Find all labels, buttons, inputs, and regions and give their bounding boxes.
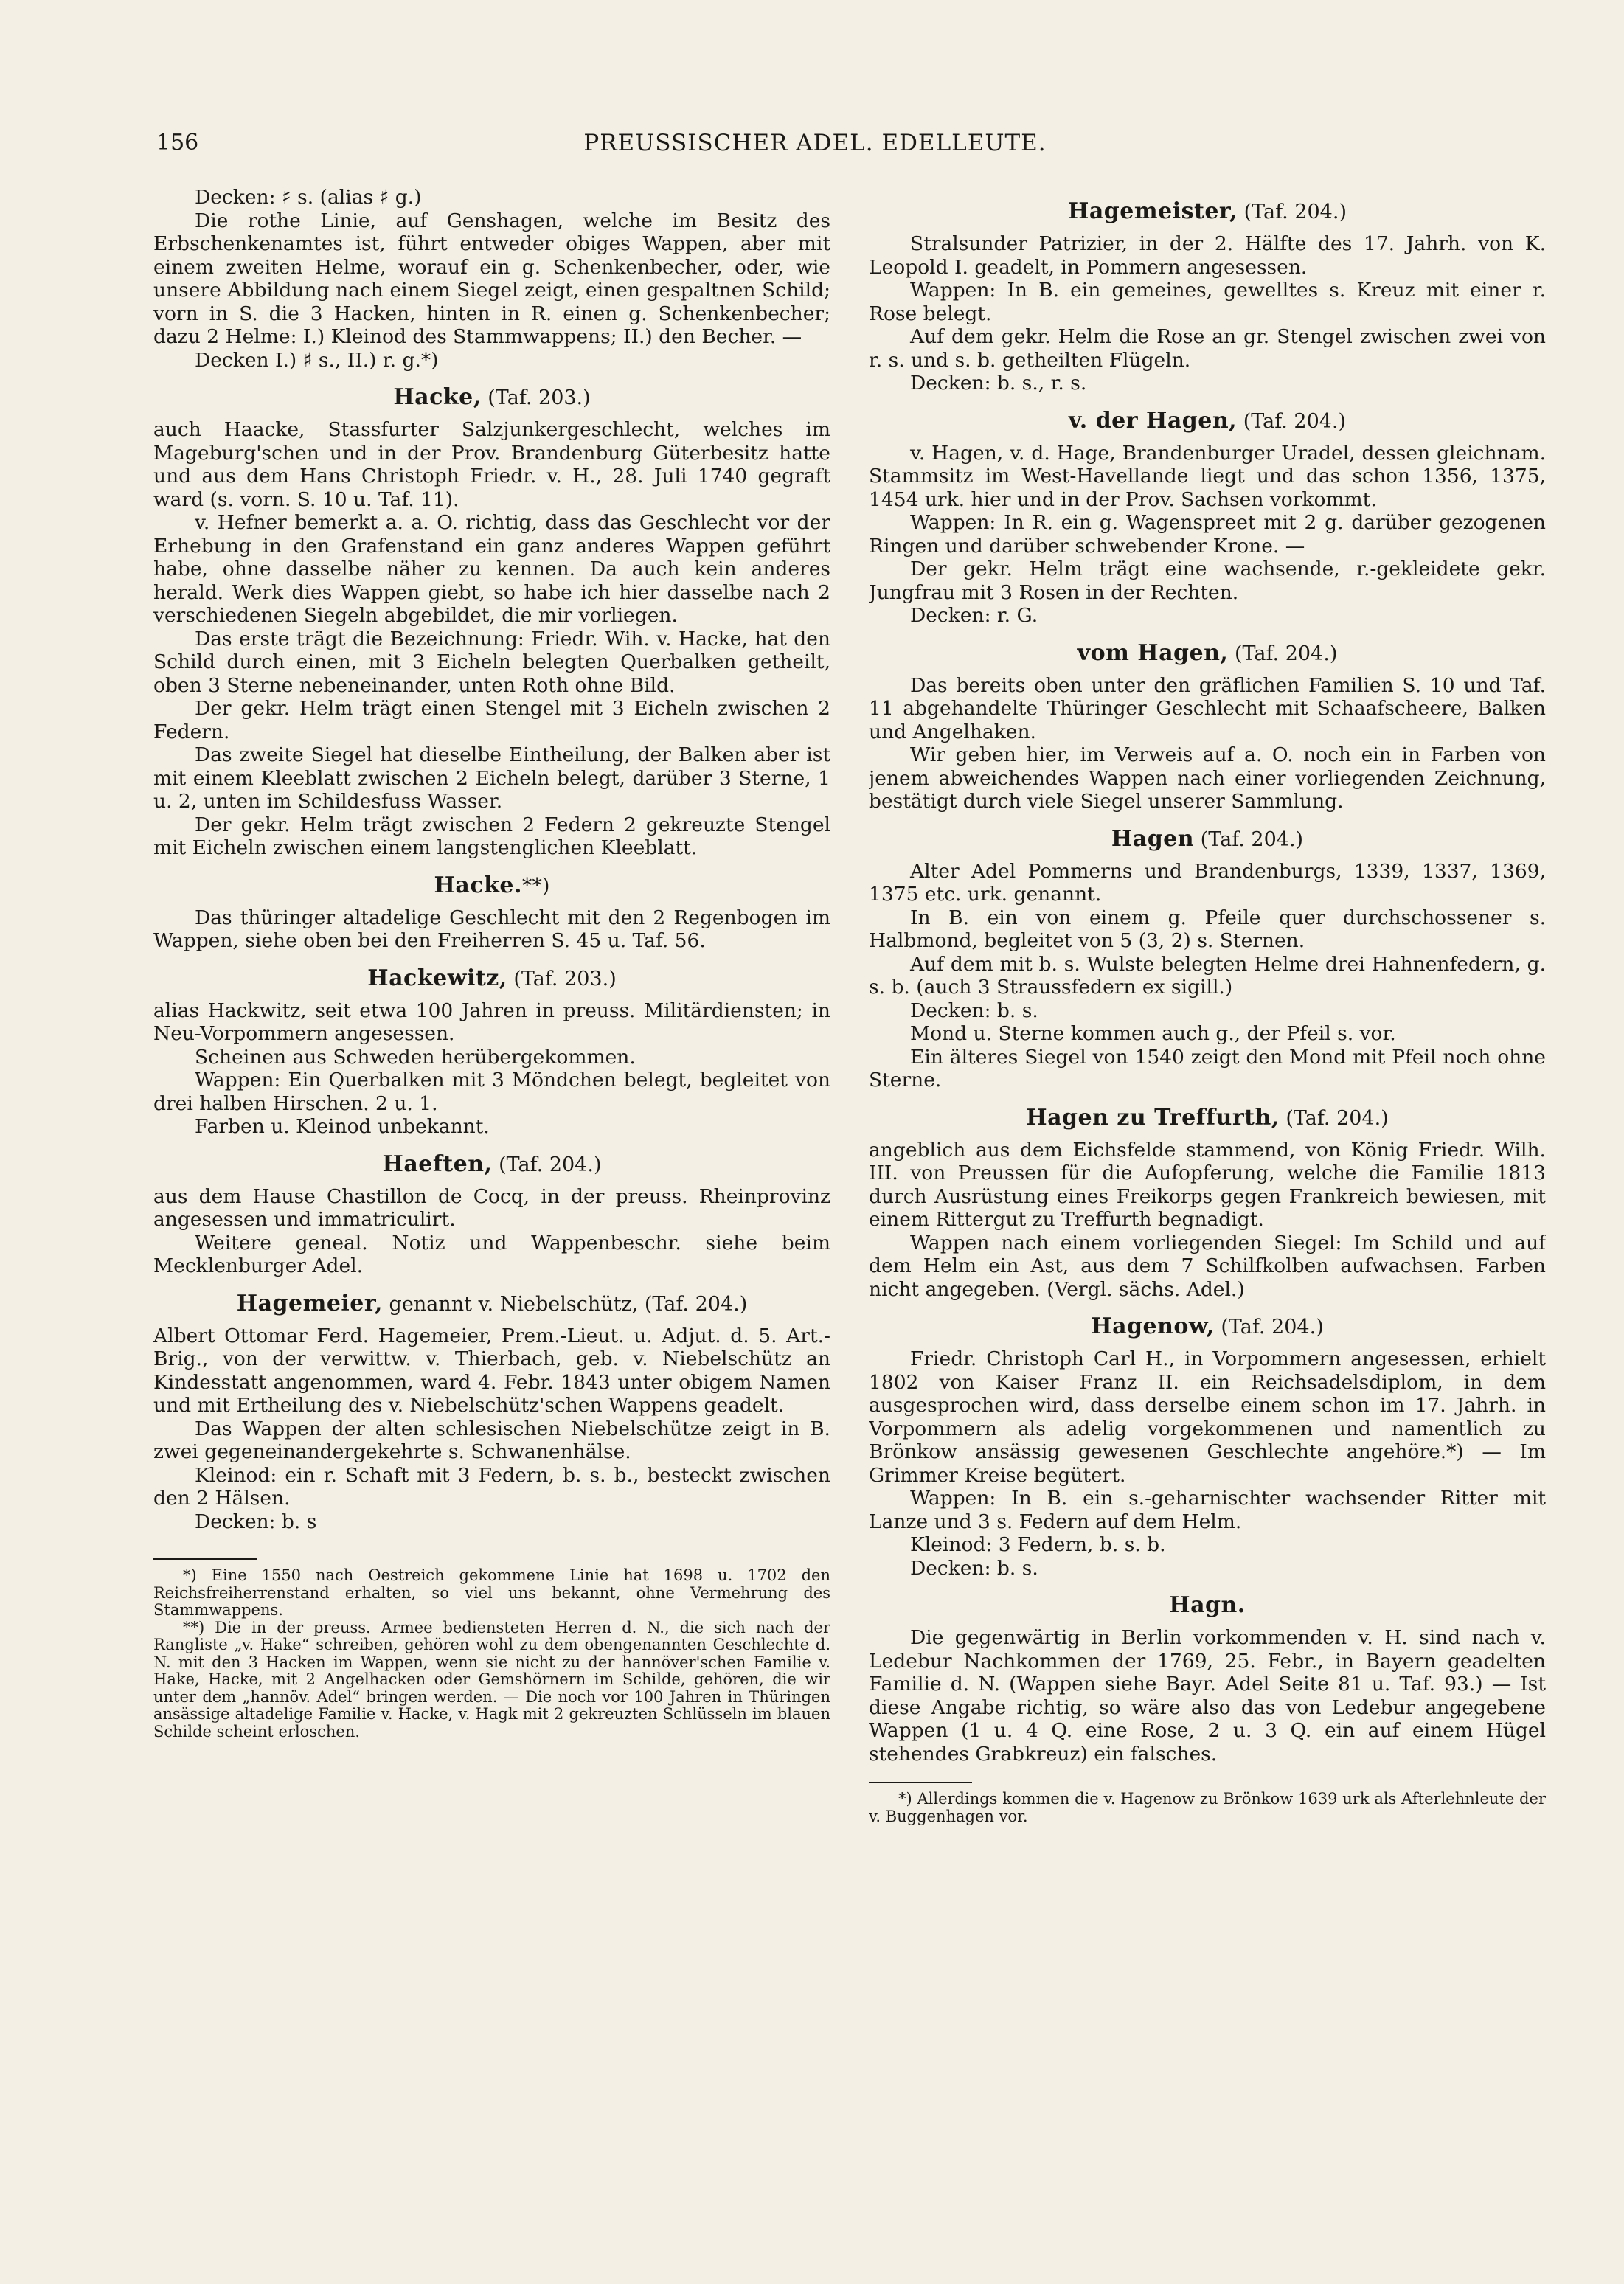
entry-heading [153,385,830,411]
entry-reference: (Taf. 203.) [507,967,617,990]
entry-name: Haeften, [382,1150,493,1177]
entry-name: Hagemeier, [236,1290,383,1316]
paragraph: In B. ein von einem g. Pfeile quer durchschossener s. Halbmond, begleitet von 5 (3, 2) s. Sternen. [869,906,1546,952]
paragraph: Wappen: In B. ein s.-geharnischter wachsender Ritter mit Lanze und 3 s. Federn auf dem Helm. [869,1487,1546,1533]
entry-heading [153,1291,830,1317]
paragraph: alias Hackwitz, seit etwa 100 Jahren in preuss. Militärdiensten; in Neu-Vorpommern angesessen. [153,999,830,1045]
paragraph: Das thüringer altadelige Geschlecht mit den 2 Regenbogen im Wappen, siehe oben bei den Freiherren S. 45 u. Taf. 56. [153,906,830,952]
left-column [153,186,830,2251]
paragraph: Der gekr. Helm trägt zwischen 2 Federn 2 gekreuzte Stengel mit Eicheln zwischen einem langstenglichen Kleeblatt. [153,813,830,859]
paragraph: Stralsunder Patrizier, in der 2. Hälfte des 17. Jahrh. von K. Leopold I. geadelt, in Pommern angesessen. [869,232,1546,279]
entry-name: v. der Hagen, [1068,407,1238,434]
entry-heading [869,1314,1546,1340]
entry-reference: (Taf. 204.) [1237,409,1347,433]
entry-reference: (Taf. 204.) [1238,201,1347,223]
footnote: **) Die in der preuss. Armee bediensteten Herren d. N., die sich nach der Rangliste „v. Hake“ schreiben, gehören wohl zu dem obengenannten Geschlechte d. N. mit den 3 Hacken im Wappen, wenn sie nicht zu der hannöver'schen Familie v. Hake, Hacke, mit 2 Angelhacken oder Gemshörnern im Schilde, gehören, die wir unter dem „hannöv. Adel“ bringen werden. — Die noch vor 100 Jahren in Thüringen ansässige altadelige Familie v. Hacke, v. Hagk mit 2 gekreuzten Schlüsseln im blauen Schilde scheint erloschen. [153,1618,830,1740]
entry-heading [869,827,1546,853]
paragraph: Das erste trägt die Bezeichnung: Friedr. Wih. v. Hacke, hat den Schild durch einen, mit 3 Eicheln belegten Querbalken getheilt, oben 3 Sterne nebeneinander, unten Roth ohne Bild. [153,627,830,697]
right-column [869,186,1546,2251]
paragraph: Auf dem gekr. Helm die Rose an gr. Stengel zwischen zwei von r. s. und s. b. getheilten Flügeln. [869,325,1546,372]
entry-name: Hagenow, [1091,1313,1215,1339]
left-footnotes [153,1567,830,1740]
paragraph: auch Haacke, Stassfurter Salzjunkergeschlecht, welches im Mageburg'schen und in der Prov. Brandenburg Güterbesitz hatte und aus dem Hans Christoph Friedr. v. H., 28. Juli 1740 gegraft ward (s. vorn. S. 10 u. Taf. 11). [153,418,830,511]
paragraph: Der gekr. Helm trägt einen Stengel mit 3 Eicheln zwischen 2 Federn. [153,697,830,743]
entry-name: Hacke. [434,872,522,898]
entry-heading [869,199,1546,225]
paragraph: Decken: ♯ s. (alias ♯ g.) [195,186,422,209]
paragraph: Mond u. Sterne kommen auch g., der Pfeil s. vor. [910,1022,1396,1045]
running-title: PREUSSISCHER ADEL. EDELLEUTE. [583,130,1047,156]
paragraph: Der gekr. Helm trägt eine wachsende, r.-gekleidete gekr. Jungfrau mit 3 Rosen in der Rechten. [869,558,1546,604]
entry-reference: (Taf. 204.) [1214,1316,1324,1339]
paragraph: Decken: b. s. [910,999,1038,1022]
paragraph: Auf dem mit b. s. Wulste belegten Helme drei Hahnenfedern, g. s. b. (auch 3 Straussfedern ex sigill.) [869,952,1546,999]
footnote: *) Allerdings kommen die v. Hagenow zu Brönkow 1639 urk als Afterlehnleute der v. Buggenhagen vor. [869,1790,1546,1825]
paragraph: Decken: b. s [195,1510,317,1533]
paragraph: Farben u. Kleinod unbekannt. [195,1115,490,1138]
paragraph: Wappen nach einem vorliegenden Siegel: Im Schild und auf dem Helm ein Ast, aus dem 7 Schilfkolben aufwachsen. Farben nicht angegeben. (Vergl. sächs. Adel.) [869,1231,1546,1301]
entry-heading [153,873,830,899]
paragraph: Kleinod: ein r. Schaft mit 3 Federn, b. s. b., besteckt zwischen den 2 Hälsen. [153,1463,830,1510]
paragraph: Albert Ottomar Ferd. Hagemeier, Prem.-Lieut. u. Adjut. d. 5. Art.-Brig., von der verwittw. v. Thierbach, geb. v. Niebelschütz an Kindesstatt angenommen, ward 4. Febr. 1843 unter obigem Namen und mit Ertheilung des v. Niebelschütz'schen Wappens geadelt. [153,1324,830,1417]
paragraph: Weitere geneal. Notiz und Wappenbeschr. siehe beim Mecklenburger Adel. [153,1231,830,1277]
entry-reference: (Taf. 204.) [1279,1106,1389,1130]
entry-heading [869,409,1546,434]
paragraph: angeblich aus dem Eichsfelde stammend, von König Friedr. Wilh. III. von Preussen für die Aufopferung, welche die Familie 1813 durch Ausrüstung eines Freikorps gegen Frankreich bewiesen, mit einem Rittergut zu Treffurth begnadigt. [869,1138,1546,1231]
entry-reference: genannt v. Niebelschütz, (Taf. 204.) [382,1292,748,1316]
footnote-rule [869,1782,972,1783]
entry-name: Hagen [1111,825,1195,852]
paragraph: Kleinod: 3 Federn, b. s. b. [910,1533,1166,1556]
paragraph: Friedr. Christoph Carl H., in Vorpommern angesessen, erhielt 1802 von Kaiser Franz II. ein Reichsadelsdiplom, in dem ausgesprochen wird, dass derselbe einem schon im 17. Jahrh. in Vorpommern als adelig vorgekommenen und namentlich zu Brönkow ansässig gewesenen Geschlechte angehöre.*) — Im Grimmer Kreise begütert. [869,1347,1546,1487]
paragraph: Decken: r. G. [910,604,1038,627]
footnote-rule [153,1558,257,1560]
paragraph: Wappen: Ein Querbalken mit 3 Möndchen belegt, begleitet von drei halben Hirschen. 2 u. 1. [153,1069,830,1115]
paragraph: v. Hefner bemerkt a. a. O. richtig, dass das Geschlecht vor der Erhebung in den Grafenstand ein ganz anderes Wappen geführt habe, ohne dasselbe näher zu kennen. Da auch kein anderes herald. Werk dies Wappen giebt, so habe ich hier dasselbe nach 2 verschiedenen Siegeln abgebildet, die mir vorliegen. [153,511,830,627]
entry-name: Hacke, [393,384,482,410]
entry-reference: (Taf. 204.) [1194,827,1304,851]
entry-name: Hagemeister, [1068,198,1238,224]
paragraph: Alter Adel Pommerns und Brandenburgs, 1339, 1337, 1369, 1375 etc. urk. genannt. [869,859,1546,906]
paragraph: Das zweite Siegel hat dieselbe Eintheilung, der Balken aber ist mit einem Kleeblatt zwischen 2 Eicheln belegt, darüber 3 Sterne, 1 u. 2, unten im Schildesfuss Wasser. [153,743,830,813]
paragraph: Ein älteres Siegel von 1540 zeigt den Mond mit Pfeil noch ohne Sterne. [869,1045,1546,1091]
paragraph: aus dem Hause Chastillon de Cocq, in der preuss. Rheinprovinz angesessen und immatriculirt. [153,1184,830,1231]
right-footnotes [869,1791,1546,1825]
paragraph: Das Wappen der alten schlesischen Niebelschütze zeigt in B. zwei gegeneinandergekehrte s. Schwanenhälse. [153,1417,830,1463]
entry-heading [869,641,1546,667]
paragraph: Das bereits oben unter den gräflichen Familien S. 10 und Taf. 11 abgehandelte Thüringer Geschlecht mit Schaafscheere, Balken und Angelhaken. [869,673,1546,743]
entry-heading [153,1152,830,1178]
entry-name: Hagn. [1169,1592,1246,1618]
page-number: 156 [156,130,199,156]
page-header [156,130,1474,167]
paragraph: Die rothe Linie, auf Genshagen, welche im Besitz des Erbschenkenamtes ist, führt entweder obiges Wappen, aber mit einem zweiten Helme, worauf ein g. Schenkenbecher, oder, wie unsere Abbildung nach einem Siegel zeigt, einen gespaltnen Schild; vorn in S. die 3 Hacken, hinten in R. einen g. Schenkenbecher; dazu 2 Helme: I.) Kleinod des Stammwappens; II.) den Becher. — [153,209,830,348]
entry-name: Hagen zu Treffurth, [1026,1104,1280,1131]
entry-heading [869,1593,1546,1619]
entry-heading [153,966,830,992]
paragraph: Wappen: In R. ein g. Wagenspreet mit 2 g. darüber gezogenen Ringen und darüber schwebender Krone. — [869,511,1546,558]
entry-reference: **) [521,874,550,898]
paragraph: Scheinen aus Schweden herübergekommen. [195,1045,636,1069]
paragraph: Decken I.) ♯ s., II.) r. g.*) [195,348,439,372]
footnote: *) Eine 1550 nach Oestreich gekommene Linie hat 1698 u. 1702 den Reichsfreiherrenstand erhalten, so viel uns bekannt, ohne Vermehrung des Stammwappens. [153,1566,830,1619]
entry-reference: (Taf. 204.) [1228,642,1338,665]
paragraph: Decken: b. s. [910,1556,1038,1580]
entry-reference: (Taf. 204.) [492,1153,602,1176]
entry-reference: (Taf. 203.) [481,386,591,409]
paragraph: Die gegenwärtig in Berlin vorkommenden v. H. sind nach v. Ledebur Nachkommen der 1769, 25. Febr., in Bayern geadelten Familie d. N. (Wappen siehe Bayr. Adel Seite 81 u. Taf. 93.) — Ist diese Angabe richtig, so wäre also das von Ledebur angegebene Wappen (1 u. 4 Q. eine Rose, 2 u. 3 Q. ein auf einem Hügel stehendes Grabkreuz) ein falsches. [869,1626,1546,1766]
entry-heading [869,1105,1546,1131]
entry-name: Hackewitz, [367,965,507,991]
paragraph: Wir geben hier, im Verweis auf a. O. noch ein in Farben von jenem abweichendes Wappen nach einer vorliegenden Zeichnung, bestätigt durch viele Siegel unserer Sammlung. [869,743,1546,813]
paragraph: Decken: b. s., r. s. [910,372,1087,395]
left-column-entries [153,186,830,1533]
paragraph: Wappen: In B. ein gemeines, gewelltes s. Kreuz mit einer r. Rose belegt. [869,279,1546,325]
paragraph: v. Hagen, v. d. Hage, Brandenburger Uradel, dessen gleichnam. Stammsitz im West-Havellande liegt und das schon 1356, 1375, 1454 urk. hier und in der Prov. Sachsen vorkommt. [869,441,1546,511]
entry-name: vom Hagen, [1077,639,1229,666]
right-column-entries [869,199,1546,1766]
